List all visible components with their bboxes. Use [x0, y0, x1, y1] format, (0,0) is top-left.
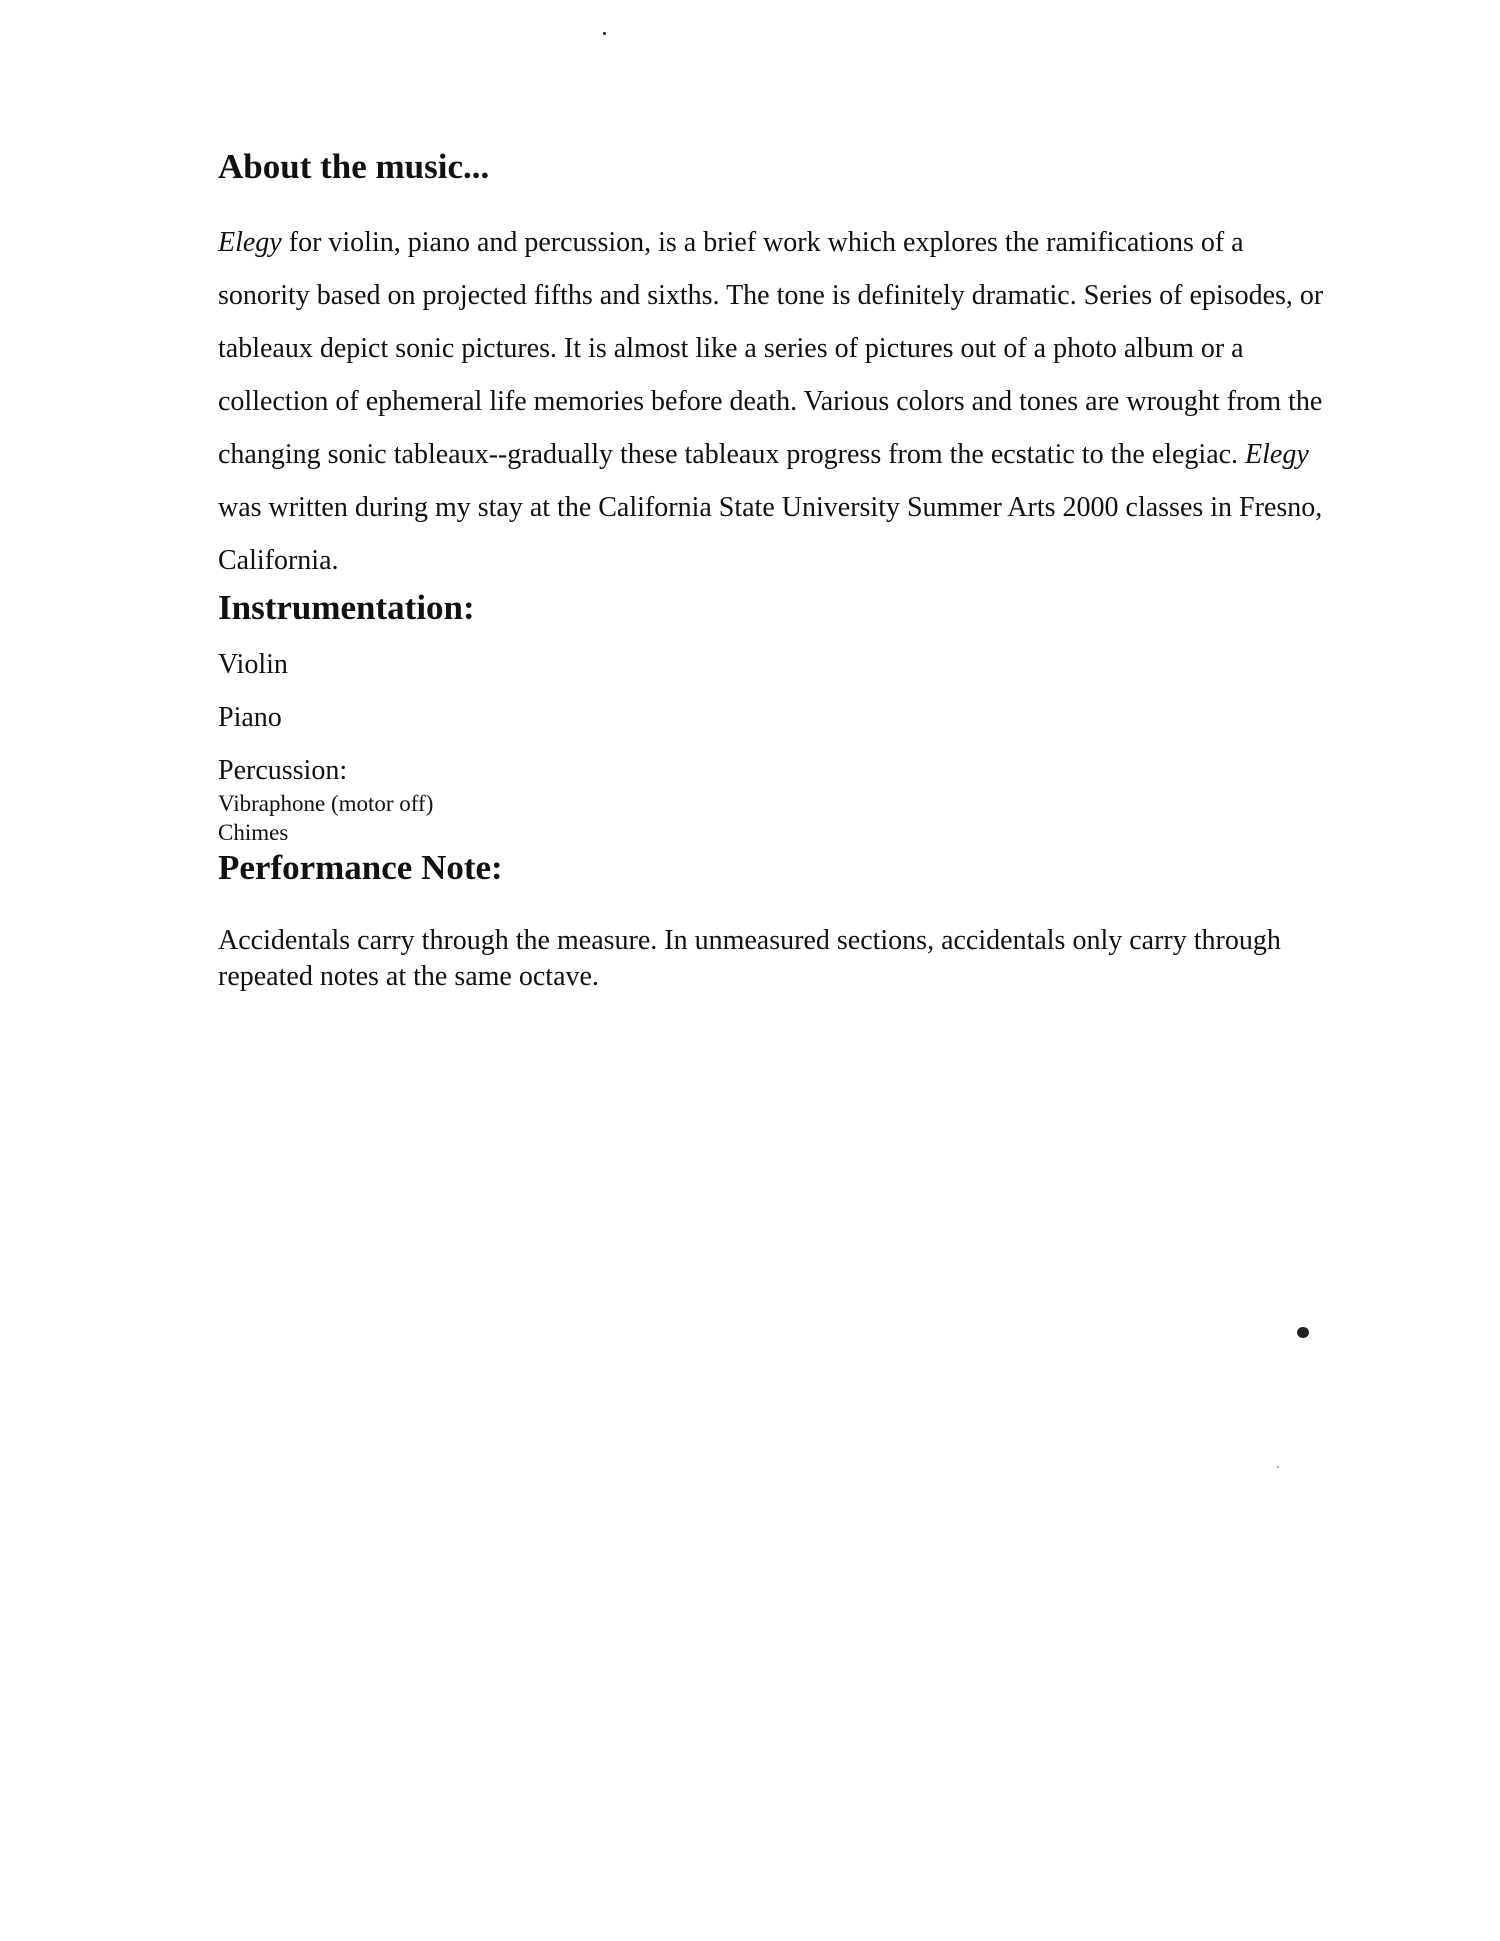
percussion-vibraphone: Vibraphone (motor off): [218, 791, 434, 816]
scan-speck-small: [1277, 1466, 1279, 1468]
instrumentation-heading: Instrumentation:: [218, 588, 475, 627]
instrumentation-section: [218, 587, 1338, 847]
elegy-title-2: Elegy: [1245, 439, 1309, 470]
instrument-percussion: [218, 753, 1338, 847]
about-heading: About the music...: [218, 147, 490, 186]
scan-speck-right: [1297, 1327, 1309, 1338]
percussion-label: Percussion:: [218, 755, 348, 786]
elegy-title-1: Elegy: [218, 227, 282, 258]
about-text-1: for violin, piano and percussion, is a brief work which explores the ramifications of a sonority based on projected fifths and sixths. The tone is definitely dramatic. Series of episodes, or tableaux depict sonic pictures. It is almost like a series of pictures out of a photo album or a collection of ephemeral life memories before death. Various colors and tones are wrought from the changing sonic tableaux--gradually these tableaux progress from the ecstatic to the elegiac.: [218, 227, 1324, 470]
performance-note-text: Accidentals carry through the measure. In unmeasured sections, accidentals only carry through repeated notes at the same octave.: [218, 925, 1281, 992]
instrument-piano: Piano: [218, 702, 282, 733]
scan-speck-top: [603, 32, 606, 35]
performance-section: [218, 847, 1338, 995]
performance-heading: Performance Note:: [218, 848, 503, 887]
instrument-violin: Violin: [218, 649, 288, 680]
page-content: [218, 146, 1338, 995]
instrument-list: [218, 647, 1338, 847]
percussion-chimes: Chimes: [218, 820, 289, 845]
about-paragraph: [218, 216, 1328, 587]
about-section: [218, 146, 1338, 587]
about-text-2: was written during my stay at the California State University Summer Arts 2000 classes in Fresno, California.: [218, 492, 1323, 576]
